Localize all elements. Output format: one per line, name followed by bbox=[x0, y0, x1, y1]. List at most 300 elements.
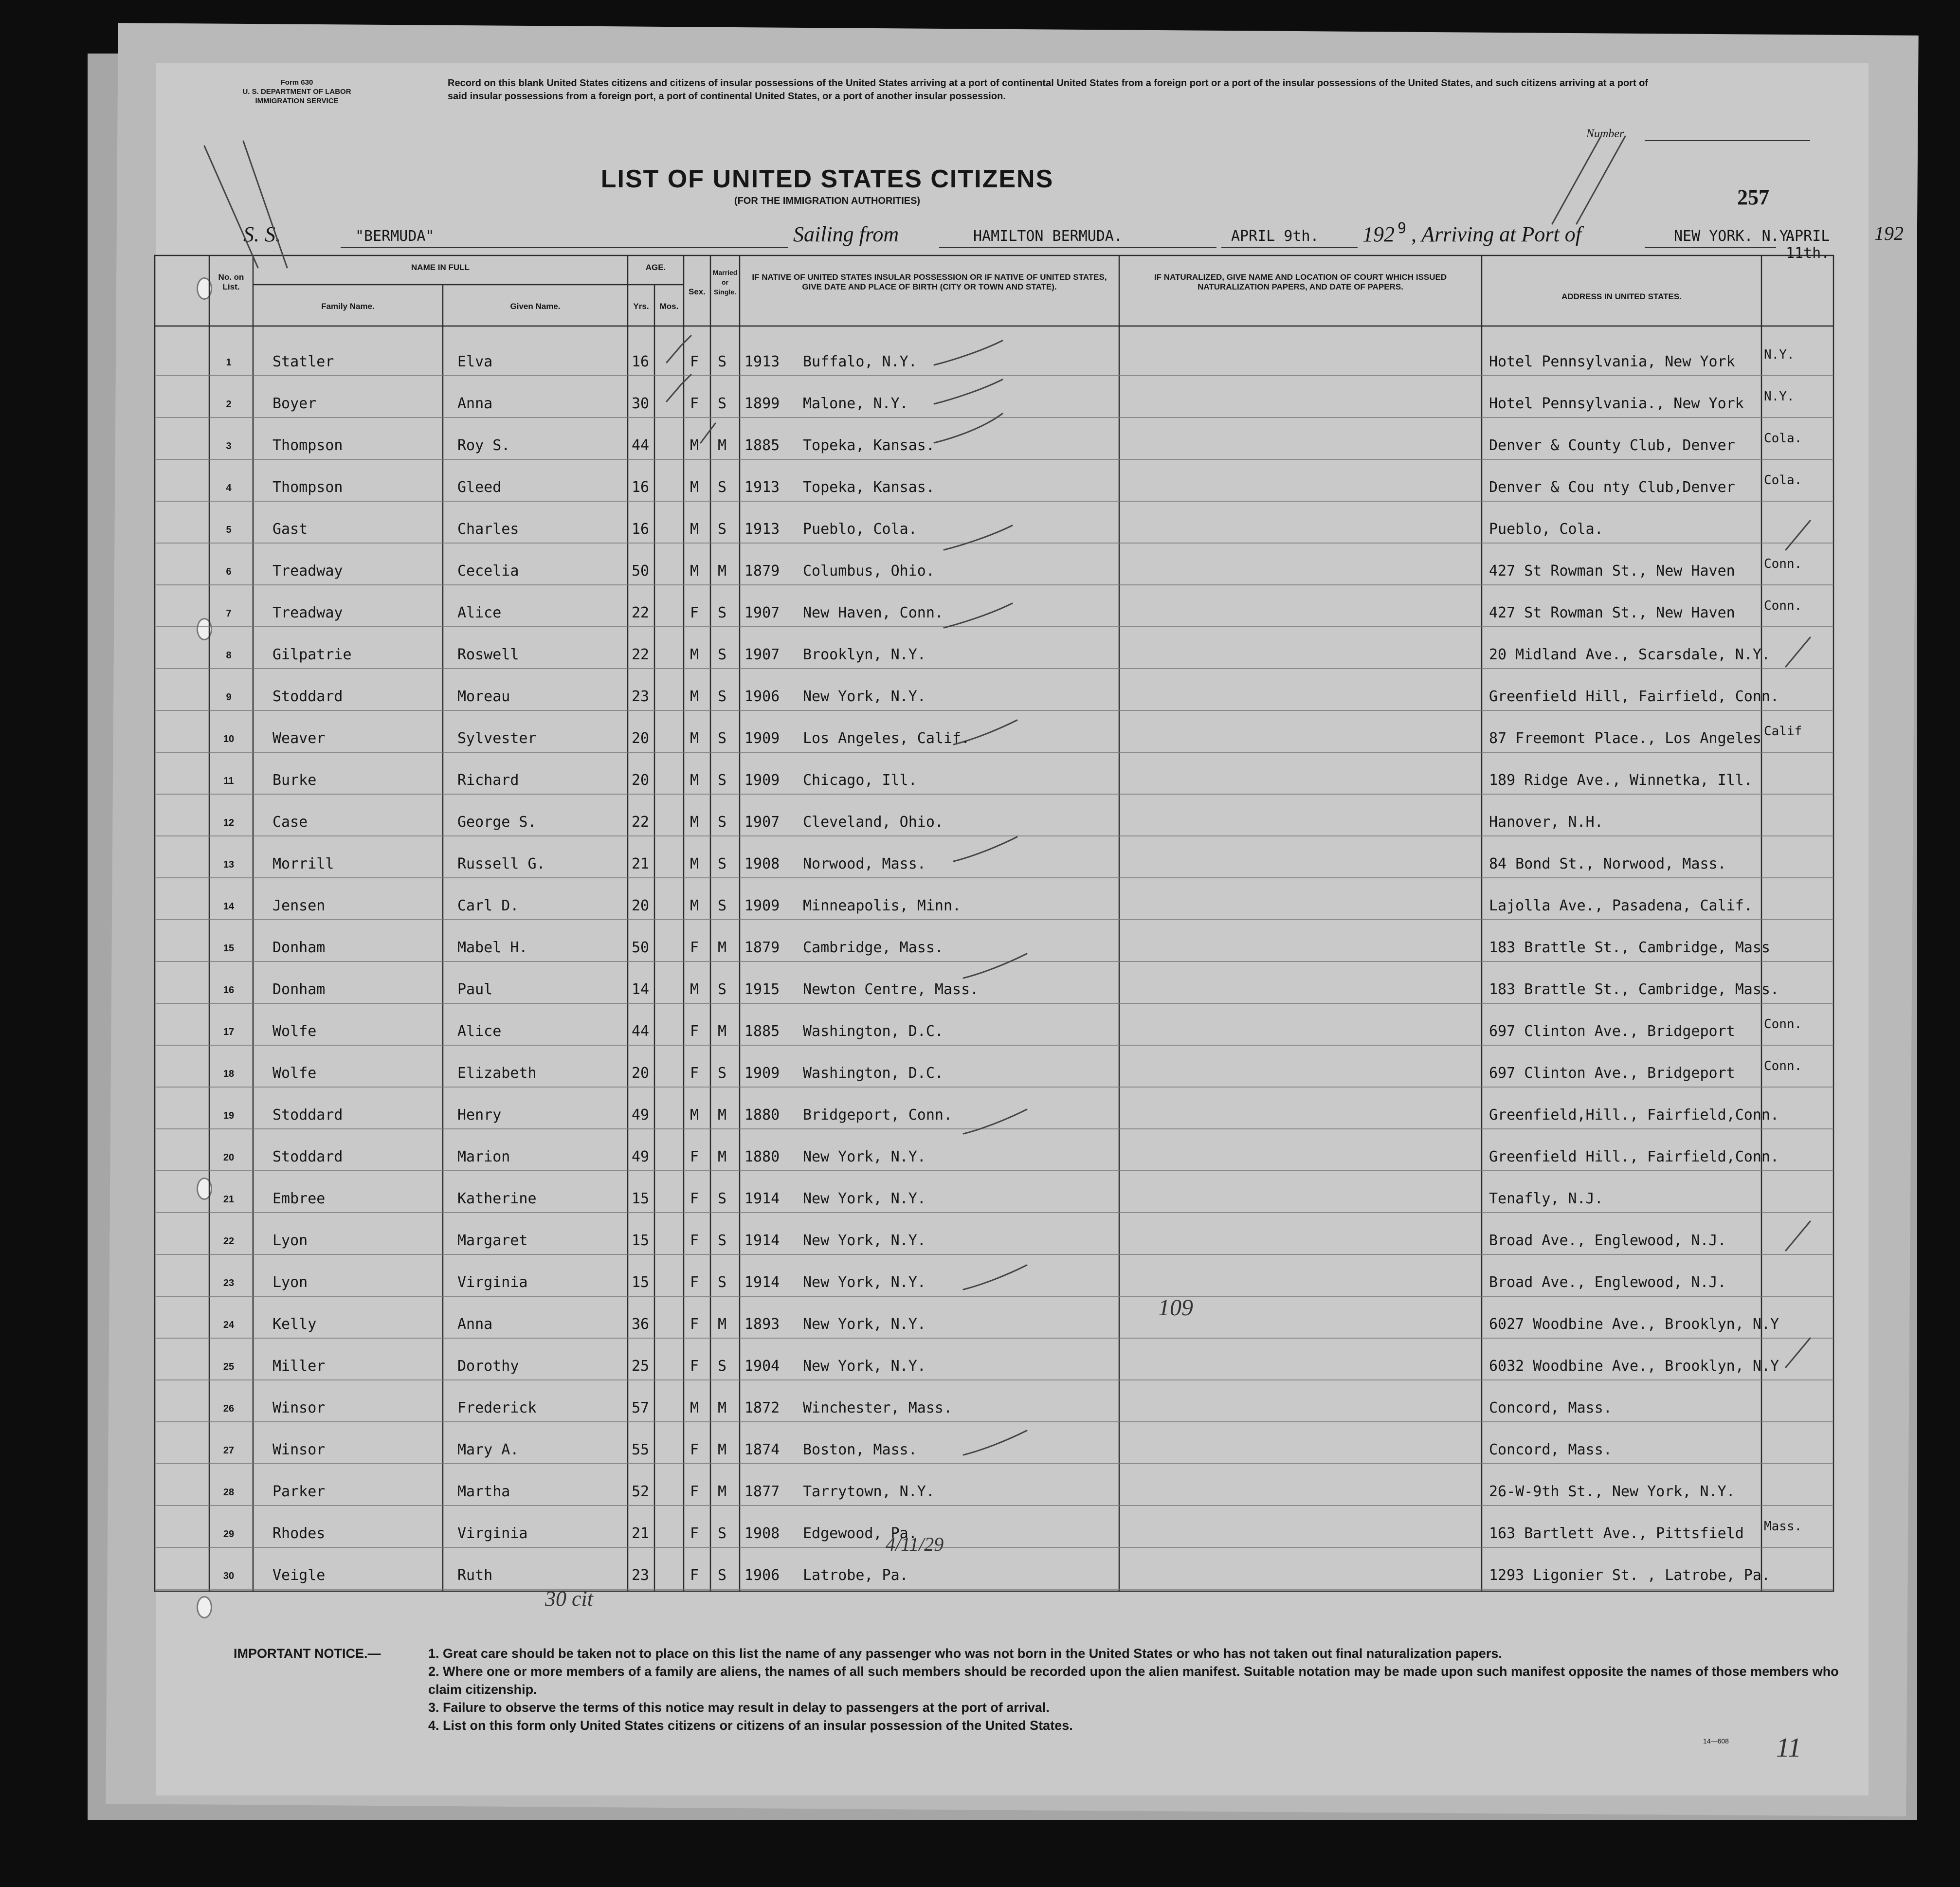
cell-family: Boyer bbox=[272, 395, 317, 412]
header-married-single: Married or Single. bbox=[712, 269, 738, 296]
cell-yrs: 16 bbox=[632, 353, 650, 370]
cell-no: 8 bbox=[226, 650, 232, 661]
cell-address: 26-W-9th St., New York, N.Y. bbox=[1489, 1483, 1735, 1500]
cell-given: Paul bbox=[457, 981, 493, 998]
cell-no: 20 bbox=[223, 1152, 235, 1163]
cell-addr2: Cola. bbox=[1764, 431, 1802, 446]
cell-given: Anna bbox=[457, 395, 493, 412]
cell-given: Roy S. bbox=[457, 437, 510, 454]
header-no-on-list: No. on List. bbox=[218, 272, 244, 291]
cell-yrs: 23 bbox=[632, 1567, 650, 1584]
cell-given: Alice bbox=[457, 604, 502, 621]
cell-sex: M bbox=[690, 855, 699, 872]
cell-given: Mabel H. bbox=[457, 939, 528, 956]
ss-label: S. S. bbox=[243, 222, 281, 246]
cell-address: Hanover, N.H. bbox=[1489, 814, 1603, 831]
cell-address: 183 Brattle St., Cambridge, Mass bbox=[1489, 939, 1770, 956]
cell-year: 1893 bbox=[744, 1316, 780, 1333]
cell-address: 20 Midland Ave., Scarsdale, N.Y. bbox=[1489, 646, 1770, 663]
cell-ms: S bbox=[718, 646, 727, 663]
cell-ms: M bbox=[718, 437, 727, 454]
cell-given: Gleed bbox=[457, 479, 502, 496]
cell-yrs: 20 bbox=[632, 772, 650, 789]
cell-sex: F bbox=[690, 1023, 699, 1040]
cell-sex: M bbox=[690, 1107, 699, 1124]
cell-sex: F bbox=[690, 1441, 699, 1458]
cell-no: 14 bbox=[223, 901, 235, 912]
cell-addr2: Conn. bbox=[1764, 557, 1802, 571]
header-sex: Sex. bbox=[689, 287, 706, 296]
cell-yrs: 16 bbox=[632, 479, 650, 496]
cell-year: 1874 bbox=[744, 1441, 780, 1458]
cell-no: 13 bbox=[223, 859, 235, 870]
cell-ms: M bbox=[718, 1316, 727, 1333]
cell-address: 697 Clinton Ave., Bridgeport bbox=[1489, 1023, 1735, 1040]
cell-year: 1915 bbox=[744, 981, 780, 998]
cell-no: 2 bbox=[226, 399, 232, 410]
cell-yrs: 22 bbox=[632, 604, 650, 621]
to-date: APRIL 11th. bbox=[1786, 228, 1830, 262]
cell-sex: F bbox=[690, 1483, 699, 1500]
cell-place: Minneapolis, Minn. bbox=[803, 897, 962, 914]
cell-yrs: 21 bbox=[632, 855, 650, 872]
cell-family: Case bbox=[272, 814, 308, 831]
cell-family: Stoddard bbox=[272, 688, 343, 705]
header-address: ADDRESS IN UNITED STATES. bbox=[1561, 292, 1682, 301]
cell-place: Boston, Mass. bbox=[803, 1441, 917, 1458]
cell-ms: S bbox=[718, 1065, 727, 1082]
cell-yrs: 44 bbox=[632, 1023, 650, 1040]
cell-sex: M bbox=[690, 730, 699, 747]
cell-no: 10 bbox=[223, 734, 235, 744]
cell-place: Bridgeport, Conn. bbox=[803, 1107, 953, 1124]
cell-yrs: 20 bbox=[632, 1065, 650, 1082]
cell-ms: S bbox=[718, 981, 727, 998]
cell-given: Moreau bbox=[457, 688, 510, 705]
to-port: NEW YORK. N.Y. bbox=[1674, 228, 1797, 245]
ship-name: "BERMUDA" bbox=[355, 228, 435, 245]
cell-year: 1879 bbox=[744, 939, 780, 956]
cell-place: New York, N.Y. bbox=[803, 1274, 926, 1291]
cell-year: 1909 bbox=[744, 897, 780, 914]
cell-family: Parker bbox=[272, 1483, 326, 1500]
cell-ms: S bbox=[718, 604, 727, 621]
cell-family: Winsor bbox=[272, 1441, 326, 1458]
cell-year: 1909 bbox=[744, 730, 780, 747]
cell-no: 25 bbox=[223, 1361, 235, 1372]
check-marks bbox=[204, 136, 1810, 1455]
cell-given: Mary A. bbox=[457, 1441, 519, 1458]
cell-given: Cecelia bbox=[457, 562, 519, 580]
cell-place: Chicago, Ill. bbox=[803, 772, 917, 789]
cell-address: Denver & County Club, Denver bbox=[1489, 437, 1735, 454]
arriving-label: , Arriving at Port of bbox=[1411, 222, 1581, 246]
cell-year: 1913 bbox=[744, 521, 780, 538]
cell-given: Martha bbox=[457, 1483, 510, 1500]
cell-year: 1913 bbox=[744, 353, 780, 370]
cell-ms: M bbox=[718, 1483, 727, 1500]
cell-family: Winsor bbox=[272, 1399, 326, 1416]
cell-given: Elva bbox=[457, 353, 493, 370]
cell-no: 11 bbox=[223, 776, 234, 786]
cell-address: 163 Bartlett Ave., Pittsfield bbox=[1489, 1525, 1744, 1542]
cell-address: Hotel Pennsylvania., New York bbox=[1489, 395, 1744, 412]
cell-address: Pueblo, Cola. bbox=[1489, 521, 1603, 538]
from-place: HAMILTON BERMUDA. bbox=[973, 228, 1123, 245]
cell-family: Donham bbox=[272, 939, 326, 956]
cell-address: 427 St Rowman St., New Haven bbox=[1489, 604, 1735, 621]
cell-no: 4 bbox=[226, 483, 232, 493]
cell-ms: S bbox=[718, 688, 727, 705]
cell-place: Newton Centre, Mass. bbox=[803, 981, 979, 998]
cell-given: George S. bbox=[457, 814, 537, 831]
cell-given: Virginia bbox=[457, 1274, 528, 1291]
cell-sex: M bbox=[690, 437, 699, 454]
cell-family: Jensen bbox=[272, 897, 326, 914]
cell-no: 21 bbox=[223, 1194, 235, 1205]
cell-year: 1885 bbox=[744, 1023, 780, 1040]
cell-place: Pueblo, Cola. bbox=[803, 521, 917, 538]
header-yrs: Yrs. bbox=[633, 302, 649, 311]
cell-address: Broad Ave., Englewood, N.J. bbox=[1489, 1274, 1726, 1291]
manifest-page bbox=[156, 63, 1904, 1796]
cell-family: Gast bbox=[272, 521, 308, 538]
cell-ms: M bbox=[718, 1023, 727, 1040]
cell-sex: M bbox=[690, 479, 699, 496]
cell-ms: S bbox=[718, 814, 727, 831]
cell-family: Embree bbox=[272, 1190, 326, 1207]
cell-ms: M bbox=[718, 1399, 727, 1416]
cell-address: 6027 Woodbine Ave., Brooklyn, N.Y bbox=[1489, 1316, 1779, 1333]
cell-sex: F bbox=[690, 1274, 699, 1291]
cell-given: Carl D. bbox=[457, 897, 519, 914]
cell-address: 697 Clinton Ave., Bridgeport bbox=[1489, 1065, 1735, 1082]
cell-address: 84 Bond St., Norwood, Mass. bbox=[1489, 855, 1726, 872]
cell-no: 16 bbox=[223, 985, 235, 996]
cell-yrs: 49 bbox=[632, 1107, 650, 1124]
cell-given: Ruth bbox=[457, 1567, 493, 1584]
handwritten-mark: 109 bbox=[1158, 1295, 1193, 1321]
form-code: 14—608 bbox=[1703, 1737, 1729, 1745]
cell-place: Topeka, Kansas. bbox=[803, 437, 935, 454]
cell-place: New York, N.Y. bbox=[803, 1358, 926, 1375]
cell-sex: M bbox=[690, 688, 699, 705]
cell-year: 1914 bbox=[744, 1232, 780, 1249]
cell-no: 30 bbox=[223, 1571, 235, 1581]
cell-ms: M bbox=[718, 1107, 727, 1124]
notice-lead: IMPORTANT NOTICE.— bbox=[234, 1646, 381, 1661]
cell-sex: M bbox=[690, 772, 699, 789]
cell-address: Hotel Pennsylvania, New York bbox=[1489, 353, 1735, 370]
cell-no: 23 bbox=[223, 1278, 235, 1288]
cell-family: Burke bbox=[272, 772, 317, 789]
cell-address: 6032 Woodbine Ave., Brooklyn, N.Y bbox=[1489, 1358, 1779, 1375]
cell-address: Greenfield,Hill., Fairfield,Conn. bbox=[1489, 1107, 1779, 1124]
notice-item: 1. Great care should be taken not to place on this list the name of any passenger who was not born in the United States or who has not taken out final naturalization papers. bbox=[428, 1646, 1502, 1661]
cell-place: Tarrytown, N.Y. bbox=[803, 1483, 935, 1500]
cell-ms: S bbox=[718, 1232, 727, 1249]
cell-given: Anna bbox=[457, 1316, 493, 1333]
cell-year: 1880 bbox=[744, 1148, 780, 1165]
cell-address: Broad Ave., Englewood, N.J. bbox=[1489, 1232, 1726, 1249]
cell-place: New Haven, Conn. bbox=[803, 604, 944, 621]
cell-ms: S bbox=[718, 1190, 727, 1207]
cell-given: Margaret bbox=[457, 1232, 528, 1249]
cell-family: Gilpatrie bbox=[272, 646, 352, 663]
cell-sex: F bbox=[690, 1316, 699, 1333]
cell-sex: F bbox=[690, 395, 699, 412]
to-year: 192 bbox=[1874, 222, 1904, 244]
cell-sex: F bbox=[690, 1567, 699, 1584]
header-mos: Mos. bbox=[659, 302, 679, 311]
instructions: Record on this blank United States citizens and citizens of insular possessions of the United States arriving at a port of continental United States from a foreign port or a port of the insular possessions of the United States, and such citizens arriving at a port of said insular possessions from a foreign port, a port of continental United States, or a port of another insular possession. bbox=[448, 78, 1649, 102]
cell-year: 1914 bbox=[744, 1190, 780, 1207]
cell-year: 1907 bbox=[744, 604, 780, 621]
cell-sex: M bbox=[690, 646, 699, 663]
cell-year: 1907 bbox=[744, 646, 780, 663]
cell-address: Tenafly, N.J. bbox=[1489, 1190, 1603, 1207]
cell-given: Marion bbox=[457, 1148, 510, 1165]
cell-place: Los Angeles, Calif. bbox=[803, 730, 970, 747]
form-number: Form 630 bbox=[280, 78, 313, 87]
cell-given: Virginia bbox=[457, 1525, 528, 1542]
cell-yrs: 15 bbox=[632, 1232, 650, 1249]
cell-ms: S bbox=[718, 395, 727, 412]
cell-address: 1293 Ligonier St. , Latrobe, Pa. bbox=[1489, 1567, 1770, 1584]
cell-place: New York, N.Y. bbox=[803, 1190, 926, 1207]
cell-sex: F bbox=[690, 1065, 699, 1082]
cell-sex: M bbox=[690, 897, 699, 914]
cell-address: Lajolla Ave., Pasadena, Calif. bbox=[1489, 897, 1753, 914]
cell-place: Columbus, Ohio. bbox=[803, 562, 935, 580]
cell-year: 1906 bbox=[744, 1567, 780, 1584]
header-age: AGE. bbox=[645, 263, 666, 272]
cell-year: 1904 bbox=[744, 1358, 780, 1375]
cell-yrs: 15 bbox=[632, 1190, 650, 1207]
from-year-suffix: 9 bbox=[1397, 220, 1407, 237]
cell-family: Treadway bbox=[272, 562, 343, 580]
handwritten-count: 30 cit bbox=[545, 1587, 593, 1611]
cell-sex: M bbox=[690, 814, 699, 831]
cell-place: Latrobe, Pa. bbox=[803, 1567, 908, 1584]
from-year: 192 bbox=[1362, 222, 1395, 246]
cell-no: 27 bbox=[223, 1445, 235, 1456]
cell-no: 7 bbox=[226, 608, 232, 619]
cell-yrs: 50 bbox=[632, 562, 650, 580]
cell-no: 17 bbox=[223, 1027, 235, 1037]
cell-family: Veigle bbox=[272, 1567, 326, 1584]
cell-no: 5 bbox=[226, 525, 232, 535]
cell-yrs: 15 bbox=[632, 1274, 650, 1291]
cell-ms: S bbox=[718, 1358, 727, 1375]
cell-yrs: 22 bbox=[632, 646, 650, 663]
cell-address: Concord, Mass. bbox=[1489, 1399, 1612, 1416]
cell-ms: M bbox=[718, 939, 727, 956]
cell-family: Wolfe bbox=[272, 1065, 317, 1082]
cell-place: Cleveland, Ohio. bbox=[803, 814, 944, 831]
cell-address: Greenfield Hill, Fairfield, Conn. bbox=[1489, 688, 1779, 705]
cell-given: Russell G. bbox=[457, 855, 545, 872]
cell-sex: F bbox=[690, 1190, 699, 1207]
cell-no: 19 bbox=[223, 1110, 235, 1121]
cell-no: 15 bbox=[223, 943, 235, 954]
cell-yrs: 52 bbox=[632, 1483, 650, 1500]
cell-sex: M bbox=[690, 981, 699, 998]
cell-ms: S bbox=[718, 479, 727, 496]
cell-year: 1908 bbox=[744, 1525, 780, 1542]
notice-item: 2. Where one or more members of a family are aliens, the names of all such members should be recorded upon the alien manifest. Suitable notation may be made upon such manifest opposite the names of those members who claim citizenship. bbox=[428, 1664, 1839, 1697]
cell-address: Concord, Mass. bbox=[1489, 1441, 1612, 1458]
header-family-name: Family Name. bbox=[321, 302, 375, 311]
cell-addr2: N.Y. bbox=[1764, 347, 1795, 362]
page-number: 257 bbox=[1737, 185, 1769, 209]
cell-year: 1907 bbox=[744, 814, 780, 831]
cell-family: Treadway bbox=[272, 604, 343, 621]
department: U. S. DEPARTMENT OF LABOR bbox=[242, 88, 351, 96]
cell-yrs: 25 bbox=[632, 1358, 650, 1375]
cell-year: 1909 bbox=[744, 772, 780, 789]
cell-no: 3 bbox=[226, 441, 232, 452]
cell-place: New York, N.Y. bbox=[803, 1232, 926, 1249]
cell-given: Alice bbox=[457, 1023, 502, 1040]
cell-year: 1885 bbox=[744, 437, 780, 454]
cell-year: 1880 bbox=[744, 1107, 780, 1124]
cell-yrs: 49 bbox=[632, 1148, 650, 1165]
cell-no: 9 bbox=[226, 692, 232, 703]
cell-family: Miller bbox=[272, 1358, 326, 1375]
cell-place: Buffalo, N.Y. bbox=[803, 353, 917, 370]
cell-sex: M bbox=[690, 521, 699, 538]
cell-given: Frederick bbox=[457, 1399, 537, 1416]
cell-place: Norwood, Mass. bbox=[803, 855, 926, 872]
cell-addr2: N.Y. bbox=[1764, 389, 1795, 404]
cell-family: Lyon bbox=[272, 1274, 308, 1291]
cell-ms: S bbox=[718, 521, 727, 538]
cell-place: Brooklyn, N.Y. bbox=[803, 646, 926, 663]
cell-year: 1899 bbox=[744, 395, 780, 412]
cell-ms: S bbox=[718, 897, 727, 914]
sailing-from-label: Sailing from bbox=[793, 222, 899, 246]
header-given-name: Given Name. bbox=[510, 302, 561, 311]
cell-sex: F bbox=[690, 353, 699, 370]
cell-family: Weaver bbox=[272, 730, 326, 747]
cell-family: Statler bbox=[272, 353, 334, 370]
cell-addr2: Conn. bbox=[1764, 599, 1802, 613]
cell-ms: S bbox=[718, 353, 727, 370]
cell-place: New York, N.Y. bbox=[803, 688, 926, 705]
cell-place: Washington, D.C. bbox=[803, 1065, 944, 1082]
cell-addr2: Calif bbox=[1764, 724, 1802, 739]
cell-address: 183 Brattle St., Cambridge, Mass. bbox=[1489, 981, 1779, 998]
cell-year: 1908 bbox=[744, 855, 780, 872]
cell-ms: M bbox=[718, 1441, 727, 1458]
cell-given: Sylvester bbox=[457, 730, 537, 747]
number-label: Number bbox=[1586, 127, 1624, 140]
cell-family: Stoddard bbox=[272, 1107, 343, 1124]
cell-address: Denver & Cou nty Club,Denver bbox=[1489, 479, 1735, 496]
cell-given: Charles bbox=[457, 521, 519, 538]
cell-ms: S bbox=[718, 1567, 727, 1584]
cell-yrs: 23 bbox=[632, 688, 650, 705]
cell-addr2: Mass. bbox=[1764, 1519, 1802, 1534]
handwritten-corner: 11 bbox=[1776, 1733, 1801, 1763]
page-title: LIST OF UNITED STATES CITIZENS bbox=[600, 165, 1054, 193]
cell-ms: S bbox=[718, 1274, 727, 1291]
cell-given: Richard bbox=[457, 772, 519, 789]
cell-sex: F bbox=[690, 604, 699, 621]
cell-given: Henry bbox=[457, 1107, 502, 1124]
handwritten-date: 4/11/29 bbox=[886, 1533, 944, 1555]
cell-ms: S bbox=[718, 730, 727, 747]
cell-given: Dorothy bbox=[457, 1358, 519, 1375]
cell-no: 6 bbox=[226, 566, 232, 577]
cell-place: New York, N.Y. bbox=[803, 1148, 926, 1165]
cell-sex: F bbox=[690, 939, 699, 956]
cell-addr2: Conn. bbox=[1764, 1017, 1802, 1032]
cell-year: 1914 bbox=[744, 1274, 780, 1291]
cell-sex: M bbox=[690, 562, 699, 580]
cell-addr2: Cola. bbox=[1764, 473, 1802, 488]
cell-ms: S bbox=[718, 1525, 727, 1542]
cell-yrs: 50 bbox=[632, 939, 650, 956]
cell-no: 1 bbox=[226, 357, 232, 368]
cell-family: Thompson bbox=[272, 479, 343, 496]
cell-family: Morrill bbox=[272, 855, 334, 872]
cell-yrs: 30 bbox=[632, 395, 650, 412]
cell-given: Katherine bbox=[457, 1190, 537, 1207]
from-date: APRIL 9th. bbox=[1231, 228, 1319, 245]
cell-year: 1909 bbox=[744, 1065, 780, 1082]
cell-yrs: 36 bbox=[632, 1316, 650, 1333]
cell-yrs: 22 bbox=[632, 814, 650, 831]
page-subtitle: (FOR THE IMMIGRATION AUTHORITIES) bbox=[734, 196, 921, 206]
cell-sex: M bbox=[690, 1399, 699, 1416]
cell-sex: F bbox=[690, 1525, 699, 1542]
cell-no: 29 bbox=[223, 1529, 235, 1540]
cell-sex: F bbox=[690, 1232, 699, 1249]
cell-year: 1872 bbox=[744, 1399, 780, 1416]
cell-address: 87 Freemont Place., Los Angeles bbox=[1489, 730, 1761, 747]
cell-family: Donham bbox=[272, 981, 326, 998]
cell-ms: S bbox=[718, 772, 727, 789]
cell-family: Rhodes bbox=[272, 1525, 326, 1542]
cell-year: 1877 bbox=[744, 1483, 780, 1500]
service: IMMIGRATION SERVICE bbox=[255, 97, 339, 105]
cell-family: Kelly bbox=[272, 1316, 317, 1333]
cell-sex: F bbox=[690, 1148, 699, 1165]
cell-place: New York, N.Y. bbox=[803, 1316, 926, 1333]
cell-no: 24 bbox=[223, 1320, 235, 1330]
cell-place: Edgewood, Pa. bbox=[803, 1525, 917, 1542]
cell-yrs: 14 bbox=[632, 981, 650, 998]
cell-family: Stoddard bbox=[272, 1148, 343, 1165]
cell-address: Greenfield Hill., Fairfield,Conn. bbox=[1489, 1148, 1779, 1165]
cell-no: 12 bbox=[223, 817, 235, 828]
cell-ms: M bbox=[718, 562, 727, 580]
cell-no: 22 bbox=[223, 1236, 235, 1247]
header-name-in-full: NAME IN FULL bbox=[411, 263, 470, 272]
cell-place: Malone, N.Y. bbox=[803, 395, 908, 412]
cell-no: 28 bbox=[223, 1487, 235, 1498]
cell-yrs: 21 bbox=[632, 1525, 650, 1542]
cell-address: 427 St Rowman St., New Haven bbox=[1489, 562, 1735, 580]
header-naturalized: IF NATURALIZED, GIVE NAME AND LOCATION OF COURT WHICH ISSUED NATURALIZATION PAPERS, AND DATE OF PAPERS. bbox=[1154, 272, 1447, 291]
cell-year: 1879 bbox=[744, 562, 780, 580]
cell-yrs: 44 bbox=[632, 437, 650, 454]
cell-place: Topeka, Kansas. bbox=[803, 479, 935, 496]
cell-sex: F bbox=[690, 1358, 699, 1375]
cell-year: 1906 bbox=[744, 688, 780, 705]
